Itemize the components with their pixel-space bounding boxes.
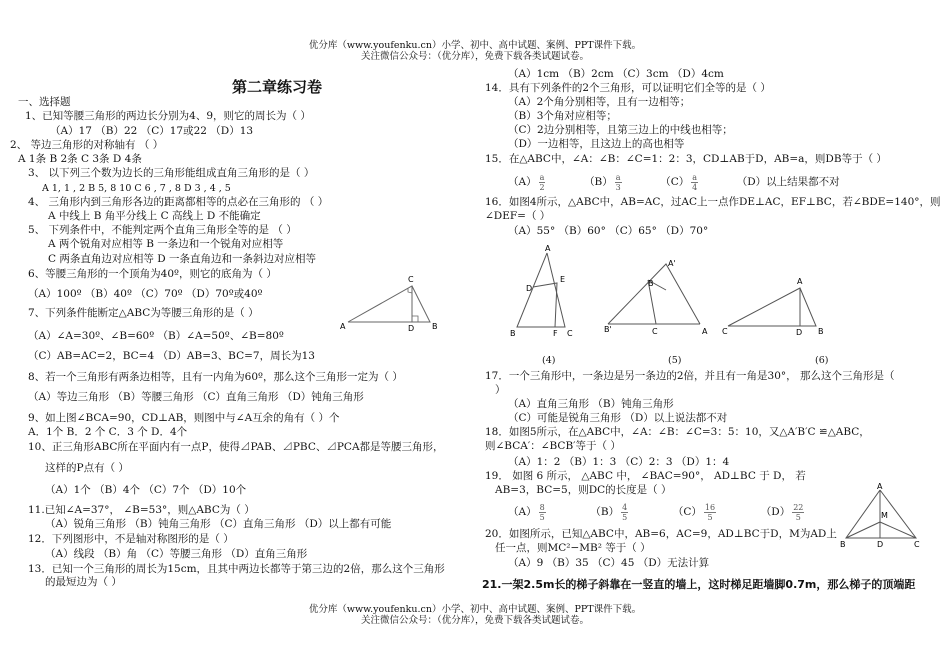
q3-options: A 1, 1 , 2 B 5, 8 10 C 6 , 7 , 8 D 3 , 4 , 5 bbox=[42, 183, 231, 194]
q16-text: 16．如图4所示，△ABC中，AB=AC，过AC上一点作DE⊥AC，EF⊥BC，若∠BDE=140°，则 bbox=[485, 196, 941, 208]
q9-figure bbox=[336, 272, 452, 334]
q5-text: 5、 下列条件中，不能判定两个直角三角形全等的是 （ ） bbox=[28, 224, 297, 236]
q11-options: （A）锐角三角形 （B）钝角三角形 （C）直角三角形 （D）以上都有可能 bbox=[45, 518, 392, 530]
q9-label-c: C bbox=[408, 275, 414, 284]
f4-label-a: A bbox=[545, 245, 551, 253]
figure-4-caption: (4) bbox=[542, 355, 556, 366]
q18-options: （A）1：2 （B）1：3 （C）2：3 （D）1：4 bbox=[508, 456, 730, 468]
q20-text: 20．如图所示，已知△ABC中，AB=6，AC=9，AD⊥BC于D，M为AD上 bbox=[485, 528, 837, 540]
f6-label-b: B bbox=[818, 327, 824, 336]
q19-option-d-label: （D） bbox=[760, 506, 791, 518]
q19-option-b-label: （B） bbox=[590, 506, 620, 518]
page-title: 第二章练习卷 bbox=[232, 78, 323, 96]
q5-options-ab: A 两个锐角对应相等 B 一条边和一个锐角对应相等 bbox=[48, 238, 284, 250]
header-line-1: 优分库（www.youfenku.cn）小学、初中、高中试题、案例、PPT课件下载。 bbox=[308, 40, 642, 51]
footer-line-1: 优分库（www.youfenku.cn）小学、初中、高中试题、案例、PPT课件下载。 bbox=[308, 604, 642, 615]
q14-option-a: （A）2个角分别相等，且有一边相等； bbox=[508, 96, 691, 108]
q20-text-2: 任一点，则MC²−MB² 等于（ ） bbox=[495, 542, 651, 554]
f4-label-d: D bbox=[526, 284, 533, 293]
q20-label-c: C bbox=[914, 540, 920, 549]
q5-options-cd: C 两条直角边对应相等 D 一条直角边和一条斜边对应相等 bbox=[48, 253, 316, 265]
q13-text-2: 的最短边为（ ） bbox=[45, 576, 122, 588]
q20-label-m: M bbox=[881, 511, 888, 520]
q7-options-ab: （A）∠A=30º、∠B=60º （B）∠A=50º、∠B=80º bbox=[28, 330, 284, 342]
q15-fraction-a: $\frac{a}{2}$ bbox=[539, 172, 545, 192]
q19-fraction-b: $\frac{4}{5}$ bbox=[622, 502, 628, 522]
q13-options: （A）1cm （B）2cm （C）3cm （D）4cm bbox=[508, 68, 724, 80]
q19-text: 19． 如图 6 所示， △ABC 中， ∠BAC=90°， AD⊥BC 于 D， 若 bbox=[485, 470, 806, 482]
q21-text: 21.一架2.5m长的梯子斜靠在一竖直的墙上，这时梯足距墙脚0.7m，那么梯子的顶端距 bbox=[482, 578, 916, 591]
q1-text: 1、已知等腰三角形的两边长分别为4、9，则它的周长为（ ） bbox=[25, 110, 311, 122]
q20-label-b: B bbox=[840, 540, 846, 549]
q11-text: 11.已知∠A=37°， ∠B=53°，则△ABC为（ ） bbox=[28, 504, 255, 516]
q20-label-d: D bbox=[877, 540, 884, 549]
f5-label-b-prime: B' bbox=[604, 325, 612, 334]
f5-label-c: C bbox=[652, 327, 658, 336]
f6-label-c: C bbox=[722, 327, 728, 336]
q12-options: （A）线段 （B）角 （C）等腰三角形 （D）直角三角形 bbox=[45, 548, 308, 560]
f4-label-c: C bbox=[567, 329, 573, 338]
q2-text: 2、 等边三角形的对称轴有 （ ） bbox=[10, 139, 164, 151]
q15-option-d-label: （D）以上结果都不对 bbox=[736, 176, 840, 188]
q15-fraction-b: $\frac{a}{3}$ bbox=[615, 172, 621, 192]
q12-text: 12．下列图形中，不是轴对称图形的是（ ） bbox=[28, 533, 234, 545]
f4-label-e: E bbox=[560, 275, 566, 284]
q8-options: （A）等边三角形 （B）等腰三角形 （C）直角三角形 （D）钝角三角形 bbox=[28, 391, 364, 403]
section-heading: 一、选择题 bbox=[18, 96, 71, 108]
q17-options-cd: （C）可能是锐角三角形 （D）以上说法都不对 bbox=[508, 412, 728, 424]
q19-options bbox=[508, 500, 806, 524]
q17-text-2: ） bbox=[495, 384, 506, 396]
q2-options: A 1条 B 2条 C 3条 D 4条 bbox=[18, 153, 142, 165]
q9-label-b: B bbox=[432, 322, 438, 331]
q20-figure bbox=[836, 482, 926, 552]
q18-text: 18．如图5所示，在△ABC中，∠A：∠B：∠C=3：5：10，又△A′B′C ≌△ABC， bbox=[485, 426, 870, 438]
q13-text: 13．已知一个三角形的周长为15cm，且其中两边长都等于第三边的2倍，那么这个三角形 bbox=[28, 563, 445, 575]
q20-options: （A）9 （B）35 （C）45 （D）无法计算 bbox=[508, 557, 710, 569]
f4-label-b: B bbox=[510, 329, 516, 338]
q15-option-c-label: （C） bbox=[660, 176, 690, 188]
f6-label-d: D bbox=[796, 328, 803, 337]
q17-text: 17．一个三角形中，一条边是另一条边的2倍，并且有一角是30°， 那么这个三角形是（ bbox=[485, 370, 895, 382]
q10-options: （A）1个 （B）4个 （C）7个 （D）10个 bbox=[45, 484, 247, 496]
q16-options: （A）55° （B）60° （C）65° （D）70° bbox=[508, 225, 709, 237]
q15-option-a-label: （A） bbox=[508, 176, 537, 188]
q9-label-d: D bbox=[408, 324, 415, 333]
q6-text: 6、等腰三角形的一个顶角为40º，则它的底角为（ ） bbox=[28, 268, 277, 280]
q19-text-2: AB=3，BC=5，则DC的长度是（ ） bbox=[495, 484, 672, 496]
q14-option-b: （B）3个角对应相等； bbox=[508, 110, 617, 122]
q8-text: 8、若一个三角形有两条边相等，且有一内角为60º，那么这个三角形一定为（ ） bbox=[28, 371, 403, 383]
f5-label-a-prime: A' bbox=[668, 259, 676, 268]
q15-options bbox=[508, 171, 840, 193]
q19-fraction-a: $\frac{8}{5}$ bbox=[539, 502, 545, 522]
q4-text: 4、 三角形内到三角形各边的距离都相等的点必在三角形的 （ ） bbox=[28, 196, 329, 208]
figure-6 bbox=[720, 272, 830, 338]
q19-fraction-d: $\frac{22}{5}$ bbox=[793, 502, 804, 522]
figure-5 bbox=[600, 254, 712, 340]
q15-option-b-label: （B） bbox=[584, 176, 613, 188]
q10-text-2: 这样的P点有（ ） bbox=[45, 462, 129, 474]
q9-options: A．1个 B．2 个 C．3 个 D．4个 bbox=[28, 426, 188, 438]
q3-text: 3、 以下列三个数为边长的三角形能组成直角三角形的是（ ） bbox=[28, 167, 315, 179]
f5-label-a: A bbox=[702, 327, 708, 336]
q7-options-cd: （C）AB=AC=2，BC=4 （D）AB=3、BC=7，周长为13 bbox=[28, 350, 315, 362]
f4-label-f: F bbox=[553, 329, 558, 338]
header-line-2: 关注微信公众号：（优分库），免费下载各类试题试卷。 bbox=[360, 51, 589, 62]
q18-text-2: 则∠BCA′：∠BCB′等于（ ） bbox=[485, 440, 621, 452]
q14-text: 14．具有下列条件的2个三角形，可以证明它们全等的是（ ） bbox=[485, 82, 771, 94]
footer-line-2: 关注微信公众号：（优分库），免费下载各类试题试卷。 bbox=[360, 615, 589, 626]
q6-options: （A）100º （B）40º （C）70º （D）70º或40º bbox=[28, 288, 263, 300]
q17-options-ab: （A）直角三角形 （B）钝角三角形 bbox=[508, 398, 674, 410]
q14-option-c: （C）2边分别相等，且第三边上的中线也相等； bbox=[508, 124, 733, 136]
q10-text: 10、正三角形ABC所在平面内有一点P，使得⊿PAB、⊿PBC、⊿PCA都是等腰三角形， bbox=[28, 441, 444, 453]
q7-text: 7、下列条件能断定△ABC为等腰三角形的是（ ） bbox=[28, 307, 259, 319]
q19-option-c-label: （C） bbox=[672, 506, 702, 518]
q14-option-d: （D）一边相等，且这边上的高也相等 bbox=[508, 138, 685, 150]
q1-options: （A）17 （B）22 （C）17或22 （D）13 bbox=[50, 125, 254, 137]
q9-text: 9、如上图∠BCA=90，CD⊥AB，则图中与∠A互余的角有（ ）个 bbox=[28, 412, 340, 424]
figure-6-caption: (6) bbox=[815, 355, 829, 366]
q4-options: A 中线上 B 角平分线上 C 高线上 D 不能确定 bbox=[48, 210, 261, 222]
q15-text: 15．在△ABC中，∠A：∠B：∠C=1：2：3，CD⊥AB于D，AB=a，则DB等于（ ） bbox=[485, 153, 887, 165]
q19-option-a-label: （A） bbox=[508, 506, 537, 518]
q15-fraction-c: $\frac{a}{4}$ bbox=[692, 172, 698, 192]
q20-label-a: A bbox=[877, 482, 883, 491]
f5-label-b: B bbox=[648, 279, 654, 288]
q9-label-a: A bbox=[340, 322, 346, 331]
figure-4 bbox=[505, 245, 580, 341]
q19-fraction-c: $\frac{16}{5}$ bbox=[704, 502, 716, 522]
figure-5-caption: (5) bbox=[668, 355, 682, 366]
q16-text-2: ∠DEF=（ ） bbox=[485, 210, 551, 222]
f6-label-a: A bbox=[797, 277, 803, 286]
